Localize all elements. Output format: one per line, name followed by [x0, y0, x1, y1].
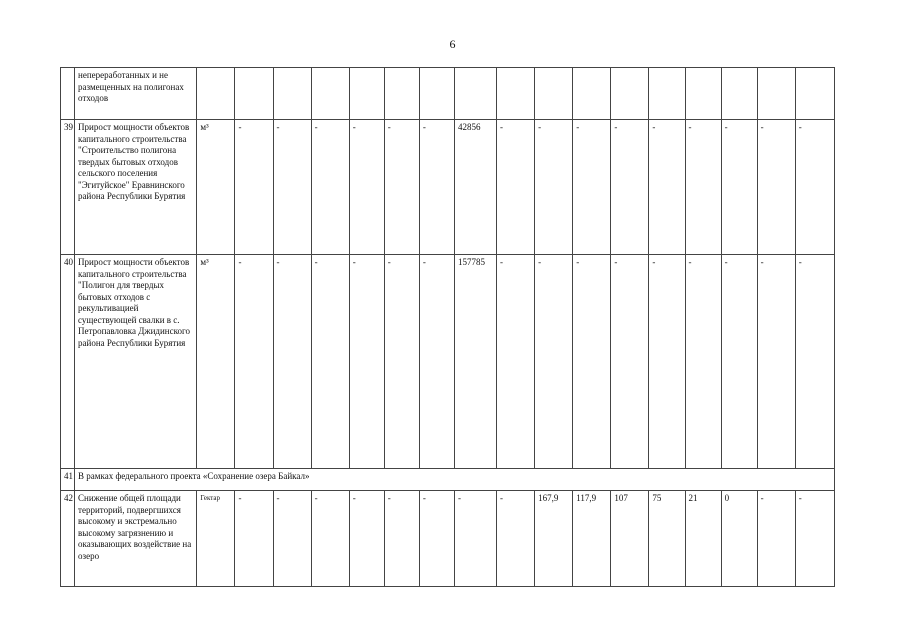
value-cell: -: [384, 120, 419, 255]
section-heading: В рамках федерального проекта «Сохранение озера Байкал»: [75, 469, 835, 491]
row-number: [61, 68, 75, 120]
value-cell: -: [273, 255, 311, 469]
value-cell: -: [611, 120, 649, 255]
value-cell: -: [497, 120, 535, 255]
value-cell: [497, 68, 535, 120]
value-cell: -: [311, 255, 349, 469]
row-number: 39: [61, 120, 75, 255]
unit-cell: м³: [197, 120, 235, 255]
unit-cell: м³: [197, 255, 235, 469]
value-cell: [721, 68, 757, 120]
value-cell: [349, 68, 384, 120]
value-cell: [273, 68, 311, 120]
value-cell: -: [757, 120, 795, 255]
value-cell: [384, 68, 419, 120]
value-cell: [573, 68, 611, 120]
indicator-name: непереработанных и не размещенных на полигонах отходов: [75, 68, 197, 120]
unit-cell: Гектар: [197, 491, 235, 587]
value-cell: 107: [611, 491, 649, 587]
page-number: 6: [449, 37, 456, 51]
data-table: [60, 67, 835, 587]
value-cell: [649, 68, 685, 120]
value-cell: [419, 68, 454, 120]
value-cell: -: [685, 255, 721, 469]
value-cell: -: [535, 120, 573, 255]
value-cell: 21: [685, 491, 721, 587]
value-cell: [235, 68, 273, 120]
value-cell: -: [757, 255, 795, 469]
indicator-name: Прирост мощности объектов капитального строительства "Строительство полигона твердых бытовых отходов сельского поселения "Эгитуйское" Еравнинского района Республики Бурятия: [75, 120, 197, 255]
value-cell: 167,9: [535, 491, 573, 587]
value-cell: -: [235, 120, 273, 255]
value-cell: 75: [649, 491, 685, 587]
indicator-name: Прирост мощности объектов капитального строительства "Полигон для твердых бытовых отходов с рекультивацией существующей свалки в с. Петропавловка Джидинского района Республики Бурятия: [75, 255, 197, 469]
value-cell: -: [273, 120, 311, 255]
value-cell: -: [795, 120, 834, 255]
value-cell: -: [649, 255, 685, 469]
value-cell: -: [795, 491, 834, 587]
value-cell: -: [311, 120, 349, 255]
unit-cell: [197, 68, 235, 120]
value-cell: -: [573, 120, 611, 255]
value-cell: [685, 68, 721, 120]
value-cell: 157785: [454, 255, 496, 469]
value-cell: -: [235, 255, 273, 469]
value-cell: -: [419, 120, 454, 255]
value-cell: -: [419, 255, 454, 469]
value-cell: [757, 68, 795, 120]
value-cell: -: [235, 491, 273, 587]
value-cell: [454, 68, 496, 120]
value-cell: -: [721, 120, 757, 255]
table-row: [61, 68, 835, 120]
value-cell: -: [384, 491, 419, 587]
value-cell: 0: [721, 491, 757, 587]
value-cell: -: [535, 255, 573, 469]
value-cell: -: [685, 120, 721, 255]
indicator-name: Снижение общей площади территорий, подвергшихся высокому и экстремально высокому загрязнению и оказывающих воздействие на озеро: [75, 491, 197, 587]
value-cell: [795, 68, 834, 120]
table-row: [61, 491, 835, 587]
row-number: 40: [61, 255, 75, 469]
value-cell: -: [649, 120, 685, 255]
value-cell: -: [454, 491, 496, 587]
value-cell: -: [757, 491, 795, 587]
value-cell: -: [795, 255, 834, 469]
table-row: [61, 469, 835, 491]
row-number: 41: [61, 469, 75, 491]
value-cell: [611, 68, 649, 120]
table-row: [61, 255, 835, 469]
value-cell: -: [349, 491, 384, 587]
value-cell: -: [311, 491, 349, 587]
value-cell: -: [384, 255, 419, 469]
value-cell: [535, 68, 573, 120]
value-cell: -: [273, 491, 311, 587]
value-cell: -: [611, 255, 649, 469]
value-cell: 117,9: [573, 491, 611, 587]
value-cell: -: [349, 255, 384, 469]
value-cell: -: [721, 255, 757, 469]
value-cell: -: [349, 120, 384, 255]
value-cell: -: [419, 491, 454, 587]
value-cell: -: [497, 255, 535, 469]
value-cell: [311, 68, 349, 120]
value-cell: 42856: [454, 120, 496, 255]
table-row: [61, 120, 835, 255]
value-cell: -: [573, 255, 611, 469]
value-cell: -: [497, 491, 535, 587]
row-number: 42: [61, 491, 75, 587]
